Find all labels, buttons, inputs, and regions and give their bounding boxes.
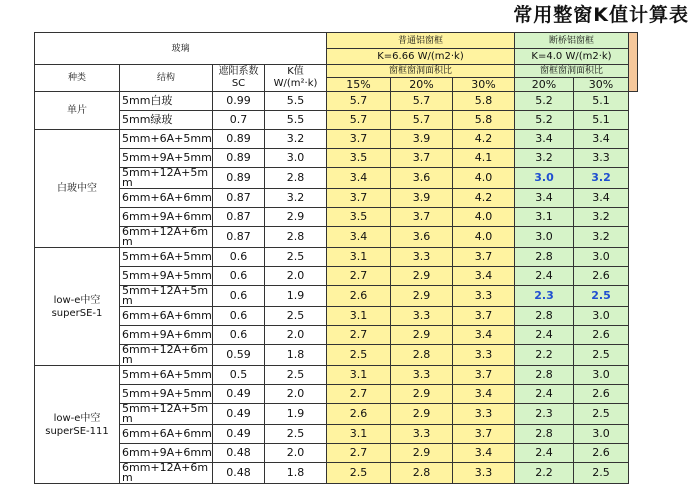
ratio-label-1: 窗框窗洞面积比 bbox=[327, 65, 515, 78]
frame2-30-cell: 2.6 bbox=[574, 267, 629, 286]
frame2-30-cell: 3.0 bbox=[574, 307, 629, 326]
frame1-30-cell: 5.8 bbox=[453, 111, 515, 130]
table-row bbox=[35, 307, 638, 326]
sc-cell: 0.89 bbox=[213, 168, 265, 189]
frame2-30-cell: 2.6 bbox=[574, 385, 629, 404]
frame2-20-cell: 2.4 bbox=[515, 267, 574, 286]
frame2-30-cell: 2.5 bbox=[574, 404, 629, 425]
table-row bbox=[35, 92, 638, 111]
structure-cell: 6mm+9A+6mm bbox=[120, 208, 213, 227]
sc-cell: 0.99 bbox=[213, 92, 265, 111]
frame1-20-cell: 2.9 bbox=[391, 267, 453, 286]
table-row bbox=[35, 463, 638, 484]
sc-cell: 0.87 bbox=[213, 189, 265, 208]
frame1-30-cell: 3.7 bbox=[453, 307, 515, 326]
page-title: 常用整窗K值计算表 bbox=[513, 4, 689, 26]
structure-cell: 6mm+9A+6mm bbox=[120, 326, 213, 345]
k-cell: 2.0 bbox=[265, 385, 327, 404]
k-cell: 1.8 bbox=[265, 463, 327, 484]
frame1-15-cell: 3.4 bbox=[327, 227, 391, 248]
frame2-30-cell: 2.6 bbox=[574, 444, 629, 463]
k-cell: 3.2 bbox=[265, 130, 327, 149]
frame1-name: 普通铝窗框 bbox=[327, 33, 515, 49]
frame2-20-cell: 5.2 bbox=[515, 92, 574, 111]
frame1-15-cell: 2.7 bbox=[327, 326, 391, 345]
frame1-30-cell: 3.3 bbox=[453, 404, 515, 425]
table-row bbox=[35, 149, 638, 168]
structure-cell: 6mm+12A+6m m bbox=[120, 345, 213, 366]
k-cell: 2.5 bbox=[265, 248, 327, 267]
frame1-20-cell: 5.7 bbox=[391, 111, 453, 130]
structure-cell: 6mm+6A+6mm bbox=[120, 307, 213, 326]
frame1-20-cell: 2.9 bbox=[391, 444, 453, 463]
frame2-k: K=4.0 W/(m2·k) bbox=[515, 49, 629, 65]
sc-cell: 0.87 bbox=[213, 208, 265, 227]
frame2-20-cell: 2.4 bbox=[515, 385, 574, 404]
table-row bbox=[35, 189, 638, 208]
sc-cell: 0.48 bbox=[213, 444, 265, 463]
structure-cell: 6mm+12A+6m m bbox=[120, 463, 213, 484]
frame2-20-cell: 3.0 bbox=[515, 168, 574, 189]
frame1-30-cell: 4.0 bbox=[453, 168, 515, 189]
frame1-15-cell: 3.7 bbox=[327, 189, 391, 208]
frame2-30-cell: 3.0 bbox=[574, 248, 629, 267]
group-name: low-e中空 superSE-111 bbox=[35, 366, 120, 484]
frame2-name: 断桥铝窗框 bbox=[515, 33, 629, 49]
frame2-20-cell: 3.2 bbox=[515, 149, 574, 168]
frame2-20-cell: 2.8 bbox=[515, 366, 574, 385]
frame1-30-cell: 4.1 bbox=[453, 149, 515, 168]
structure-cell: 5mm+9A+5mm bbox=[120, 267, 213, 286]
frame2-30-cell: 3.2 bbox=[574, 168, 629, 189]
frame1-20-cell: 3.6 bbox=[391, 227, 453, 248]
k-cell: 2.0 bbox=[265, 326, 327, 345]
frame1-30-cell: 3.7 bbox=[453, 366, 515, 385]
table-row bbox=[35, 111, 638, 130]
frame1-15-cell: 3.5 bbox=[327, 208, 391, 227]
frame1-20-cell: 3.3 bbox=[391, 248, 453, 267]
frame2-30-cell: 3.4 bbox=[574, 189, 629, 208]
table-row bbox=[35, 444, 638, 463]
sc-cell: 0.7 bbox=[213, 111, 265, 130]
frame1-15-cell: 2.7 bbox=[327, 385, 391, 404]
frame1-20-cell: 3.7 bbox=[391, 208, 453, 227]
frame1-15-cell: 2.5 bbox=[327, 345, 391, 366]
k-cell: 5.5 bbox=[265, 92, 327, 111]
sc-cell: 0.6 bbox=[213, 286, 265, 307]
table-row bbox=[35, 425, 638, 444]
k-cell: 2.0 bbox=[265, 444, 327, 463]
frame2-20-cell: 3.1 bbox=[515, 208, 574, 227]
frame1-15-cell: 2.7 bbox=[327, 267, 391, 286]
frame2-30-cell: 2.5 bbox=[574, 463, 629, 484]
frame2-30-cell: 5.1 bbox=[574, 111, 629, 130]
frame1-20-cell: 2.9 bbox=[391, 385, 453, 404]
k-cell: 1.9 bbox=[265, 286, 327, 307]
frame2-30-cell: 3.0 bbox=[574, 366, 629, 385]
table-row bbox=[35, 130, 638, 149]
group-name: low-e中空 superSE-1 bbox=[35, 248, 120, 366]
frame1-20-cell: 3.3 bbox=[391, 425, 453, 444]
frame1-20-cell: 3.9 bbox=[391, 130, 453, 149]
ratio-30-b: 30% bbox=[574, 78, 629, 92]
structure-cell: 5mm+9A+5mm bbox=[120, 385, 213, 404]
k-cell: 2.8 bbox=[265, 227, 327, 248]
structure-cell: 6mm+12A+6m m bbox=[120, 227, 213, 248]
structure-cell: 5mm+12A+5m m bbox=[120, 286, 213, 307]
table-row bbox=[35, 385, 638, 404]
type-header: 种类 bbox=[35, 65, 120, 92]
frame1-15-cell: 3.5 bbox=[327, 149, 391, 168]
frame2-20-cell: 2.8 bbox=[515, 248, 574, 267]
frame1-20-cell: 3.6 bbox=[391, 168, 453, 189]
frame1-30-cell: 4.0 bbox=[453, 208, 515, 227]
structure-cell: 5mm+6A+5mm bbox=[120, 130, 213, 149]
sc-cell: 0.6 bbox=[213, 248, 265, 267]
frame1-20-cell: 3.3 bbox=[391, 307, 453, 326]
sc-cell: 0.5 bbox=[213, 366, 265, 385]
structure-header: 结构 bbox=[120, 65, 213, 92]
sc-cell: 0.6 bbox=[213, 267, 265, 286]
ratio-30: 30% bbox=[453, 78, 515, 92]
frame2-30-cell: 3.0 bbox=[574, 425, 629, 444]
frame1-20-cell: 5.7 bbox=[391, 92, 453, 111]
structure-cell: 5mm+12A+5m m bbox=[120, 168, 213, 189]
frame2-30-cell: 3.3 bbox=[574, 149, 629, 168]
frame1-15-cell: 3.4 bbox=[327, 168, 391, 189]
frame1-30-cell: 4.2 bbox=[453, 130, 515, 149]
frame1-15-cell: 2.6 bbox=[327, 404, 391, 425]
frame1-k: K=6.66 W/(m2·k) bbox=[327, 49, 515, 65]
frame1-15-cell: 2.5 bbox=[327, 463, 391, 484]
frame1-30-cell: 3.3 bbox=[453, 463, 515, 484]
frame1-30-cell: 3.3 bbox=[453, 345, 515, 366]
frame2-20-cell: 2.4 bbox=[515, 326, 574, 345]
table-row bbox=[35, 326, 638, 345]
k-cell: 2.0 bbox=[265, 267, 327, 286]
group-name: 单片 bbox=[35, 92, 120, 130]
frame2-20-cell: 2.8 bbox=[515, 307, 574, 326]
table-row bbox=[35, 267, 638, 286]
structure-cell: 6mm+6A+6mm bbox=[120, 189, 213, 208]
k-cell: 5.5 bbox=[265, 111, 327, 130]
k-cell: 2.5 bbox=[265, 307, 327, 326]
glass-header: 玻璃 bbox=[35, 33, 327, 65]
table-row bbox=[35, 404, 638, 425]
k-cell: 2.5 bbox=[265, 366, 327, 385]
structure-cell: 5mm+12A+5m m bbox=[120, 404, 213, 425]
frame1-20-cell: 3.3 bbox=[391, 366, 453, 385]
structure-cell: 6mm+9A+6mm bbox=[120, 444, 213, 463]
frame2-20-cell: 5.2 bbox=[515, 111, 574, 130]
frame1-30-cell: 3.4 bbox=[453, 267, 515, 286]
frame2-20-cell: 2.2 bbox=[515, 345, 574, 366]
frame2-20-cell: 2.2 bbox=[515, 463, 574, 484]
frame1-20-cell: 2.9 bbox=[391, 404, 453, 425]
sc-cell: 0.89 bbox=[213, 149, 265, 168]
frame1-30-cell: 3.4 bbox=[453, 326, 515, 345]
sc-cell: 0.89 bbox=[213, 130, 265, 149]
sc-cell: 0.49 bbox=[213, 404, 265, 425]
sc-cell: 0.49 bbox=[213, 385, 265, 404]
frame1-15-cell: 2.6 bbox=[327, 286, 391, 307]
frame1-20-cell: 2.8 bbox=[391, 345, 453, 366]
k-cell: 1.9 bbox=[265, 404, 327, 425]
frame1-30-cell: 3.7 bbox=[453, 248, 515, 267]
sc-header: 遮阳系数 SC bbox=[213, 65, 265, 92]
frame1-20-cell: 3.9 bbox=[391, 189, 453, 208]
k-cell: 3.0 bbox=[265, 149, 327, 168]
structure-cell: 6mm+6A+6mm bbox=[120, 425, 213, 444]
table-row bbox=[35, 208, 638, 227]
frame2-20-cell: 3.4 bbox=[515, 189, 574, 208]
frame1-20-cell: 2.9 bbox=[391, 286, 453, 307]
ratio-15: 15% bbox=[327, 78, 391, 92]
k-cell: 2.9 bbox=[265, 208, 327, 227]
frame2-30-cell: 5.1 bbox=[574, 92, 629, 111]
frame2-20-cell: 3.0 bbox=[515, 227, 574, 248]
frame2-20-cell: 2.3 bbox=[515, 404, 574, 425]
frame1-15-cell: 5.7 bbox=[327, 111, 391, 130]
frame2-30-cell: 2.6 bbox=[574, 326, 629, 345]
frame1-30-cell: 3.3 bbox=[453, 286, 515, 307]
k-header: K值 W/(m²·k) bbox=[265, 65, 327, 92]
frame2-20-cell: 2.4 bbox=[515, 444, 574, 463]
structure-cell: 5mm白玻 bbox=[120, 92, 213, 111]
ratio-20-b: 20% bbox=[515, 78, 574, 92]
structure-cell: 5mm+9A+5mm bbox=[120, 149, 213, 168]
table-row bbox=[35, 227, 638, 248]
sc-cell: 0.48 bbox=[213, 463, 265, 484]
frame2-30-cell: 3.2 bbox=[574, 227, 629, 248]
k-cell: 2.8 bbox=[265, 168, 327, 189]
sc-cell: 0.59 bbox=[213, 345, 265, 366]
frame1-30-cell: 4.0 bbox=[453, 227, 515, 248]
frame2-30-cell: 3.2 bbox=[574, 208, 629, 227]
structure-cell: 5mm绿玻 bbox=[120, 111, 213, 130]
frame2-20-cell: 3.4 bbox=[515, 130, 574, 149]
table-row bbox=[35, 248, 638, 267]
ratio-20: 20% bbox=[391, 78, 453, 92]
ratio-label-2: 窗框窗洞面积比 bbox=[515, 65, 629, 78]
frame1-30-cell: 3.4 bbox=[453, 385, 515, 404]
frame1-20-cell: 3.7 bbox=[391, 149, 453, 168]
frame1-15-cell: 3.1 bbox=[327, 248, 391, 267]
structure-cell: 5mm+6A+5mm bbox=[120, 248, 213, 267]
group-name: 白玻中空 bbox=[35, 130, 120, 248]
table-row bbox=[35, 366, 638, 385]
frame2-20-cell: 2.8 bbox=[515, 425, 574, 444]
frame2-30-cell: 2.5 bbox=[574, 286, 629, 307]
table-row bbox=[35, 286, 638, 307]
table-row bbox=[35, 168, 638, 189]
table-row bbox=[35, 345, 638, 366]
frame1-30-cell: 4.2 bbox=[453, 189, 515, 208]
k-cell: 1.8 bbox=[265, 345, 327, 366]
sc-cell: 0.6 bbox=[213, 307, 265, 326]
frame1-20-cell: 2.9 bbox=[391, 326, 453, 345]
frame1-15-cell: 3.1 bbox=[327, 425, 391, 444]
frame1-30-cell: 3.7 bbox=[453, 425, 515, 444]
structure-cell: 5mm+6A+5mm bbox=[120, 366, 213, 385]
sc-cell: 0.49 bbox=[213, 425, 265, 444]
frame1-15-cell: 3.1 bbox=[327, 307, 391, 326]
k-cell: 2.5 bbox=[265, 425, 327, 444]
frame1-15-cell: 2.7 bbox=[327, 444, 391, 463]
orange-edge-column bbox=[629, 33, 638, 92]
k-value-table bbox=[34, 32, 638, 484]
sc-cell: 0.6 bbox=[213, 326, 265, 345]
frame1-30-cell: 3.4 bbox=[453, 444, 515, 463]
sc-cell: 0.87 bbox=[213, 227, 265, 248]
frame1-15-cell: 3.1 bbox=[327, 366, 391, 385]
k-cell: 3.2 bbox=[265, 189, 327, 208]
frame1-30-cell: 5.8 bbox=[453, 92, 515, 111]
frame2-30-cell: 3.4 bbox=[574, 130, 629, 149]
frame1-15-cell: 5.7 bbox=[327, 92, 391, 111]
frame1-15-cell: 3.7 bbox=[327, 130, 391, 149]
frame1-20-cell: 2.8 bbox=[391, 463, 453, 484]
frame2-30-cell: 2.5 bbox=[574, 345, 629, 366]
frame2-20-cell: 2.3 bbox=[515, 286, 574, 307]
